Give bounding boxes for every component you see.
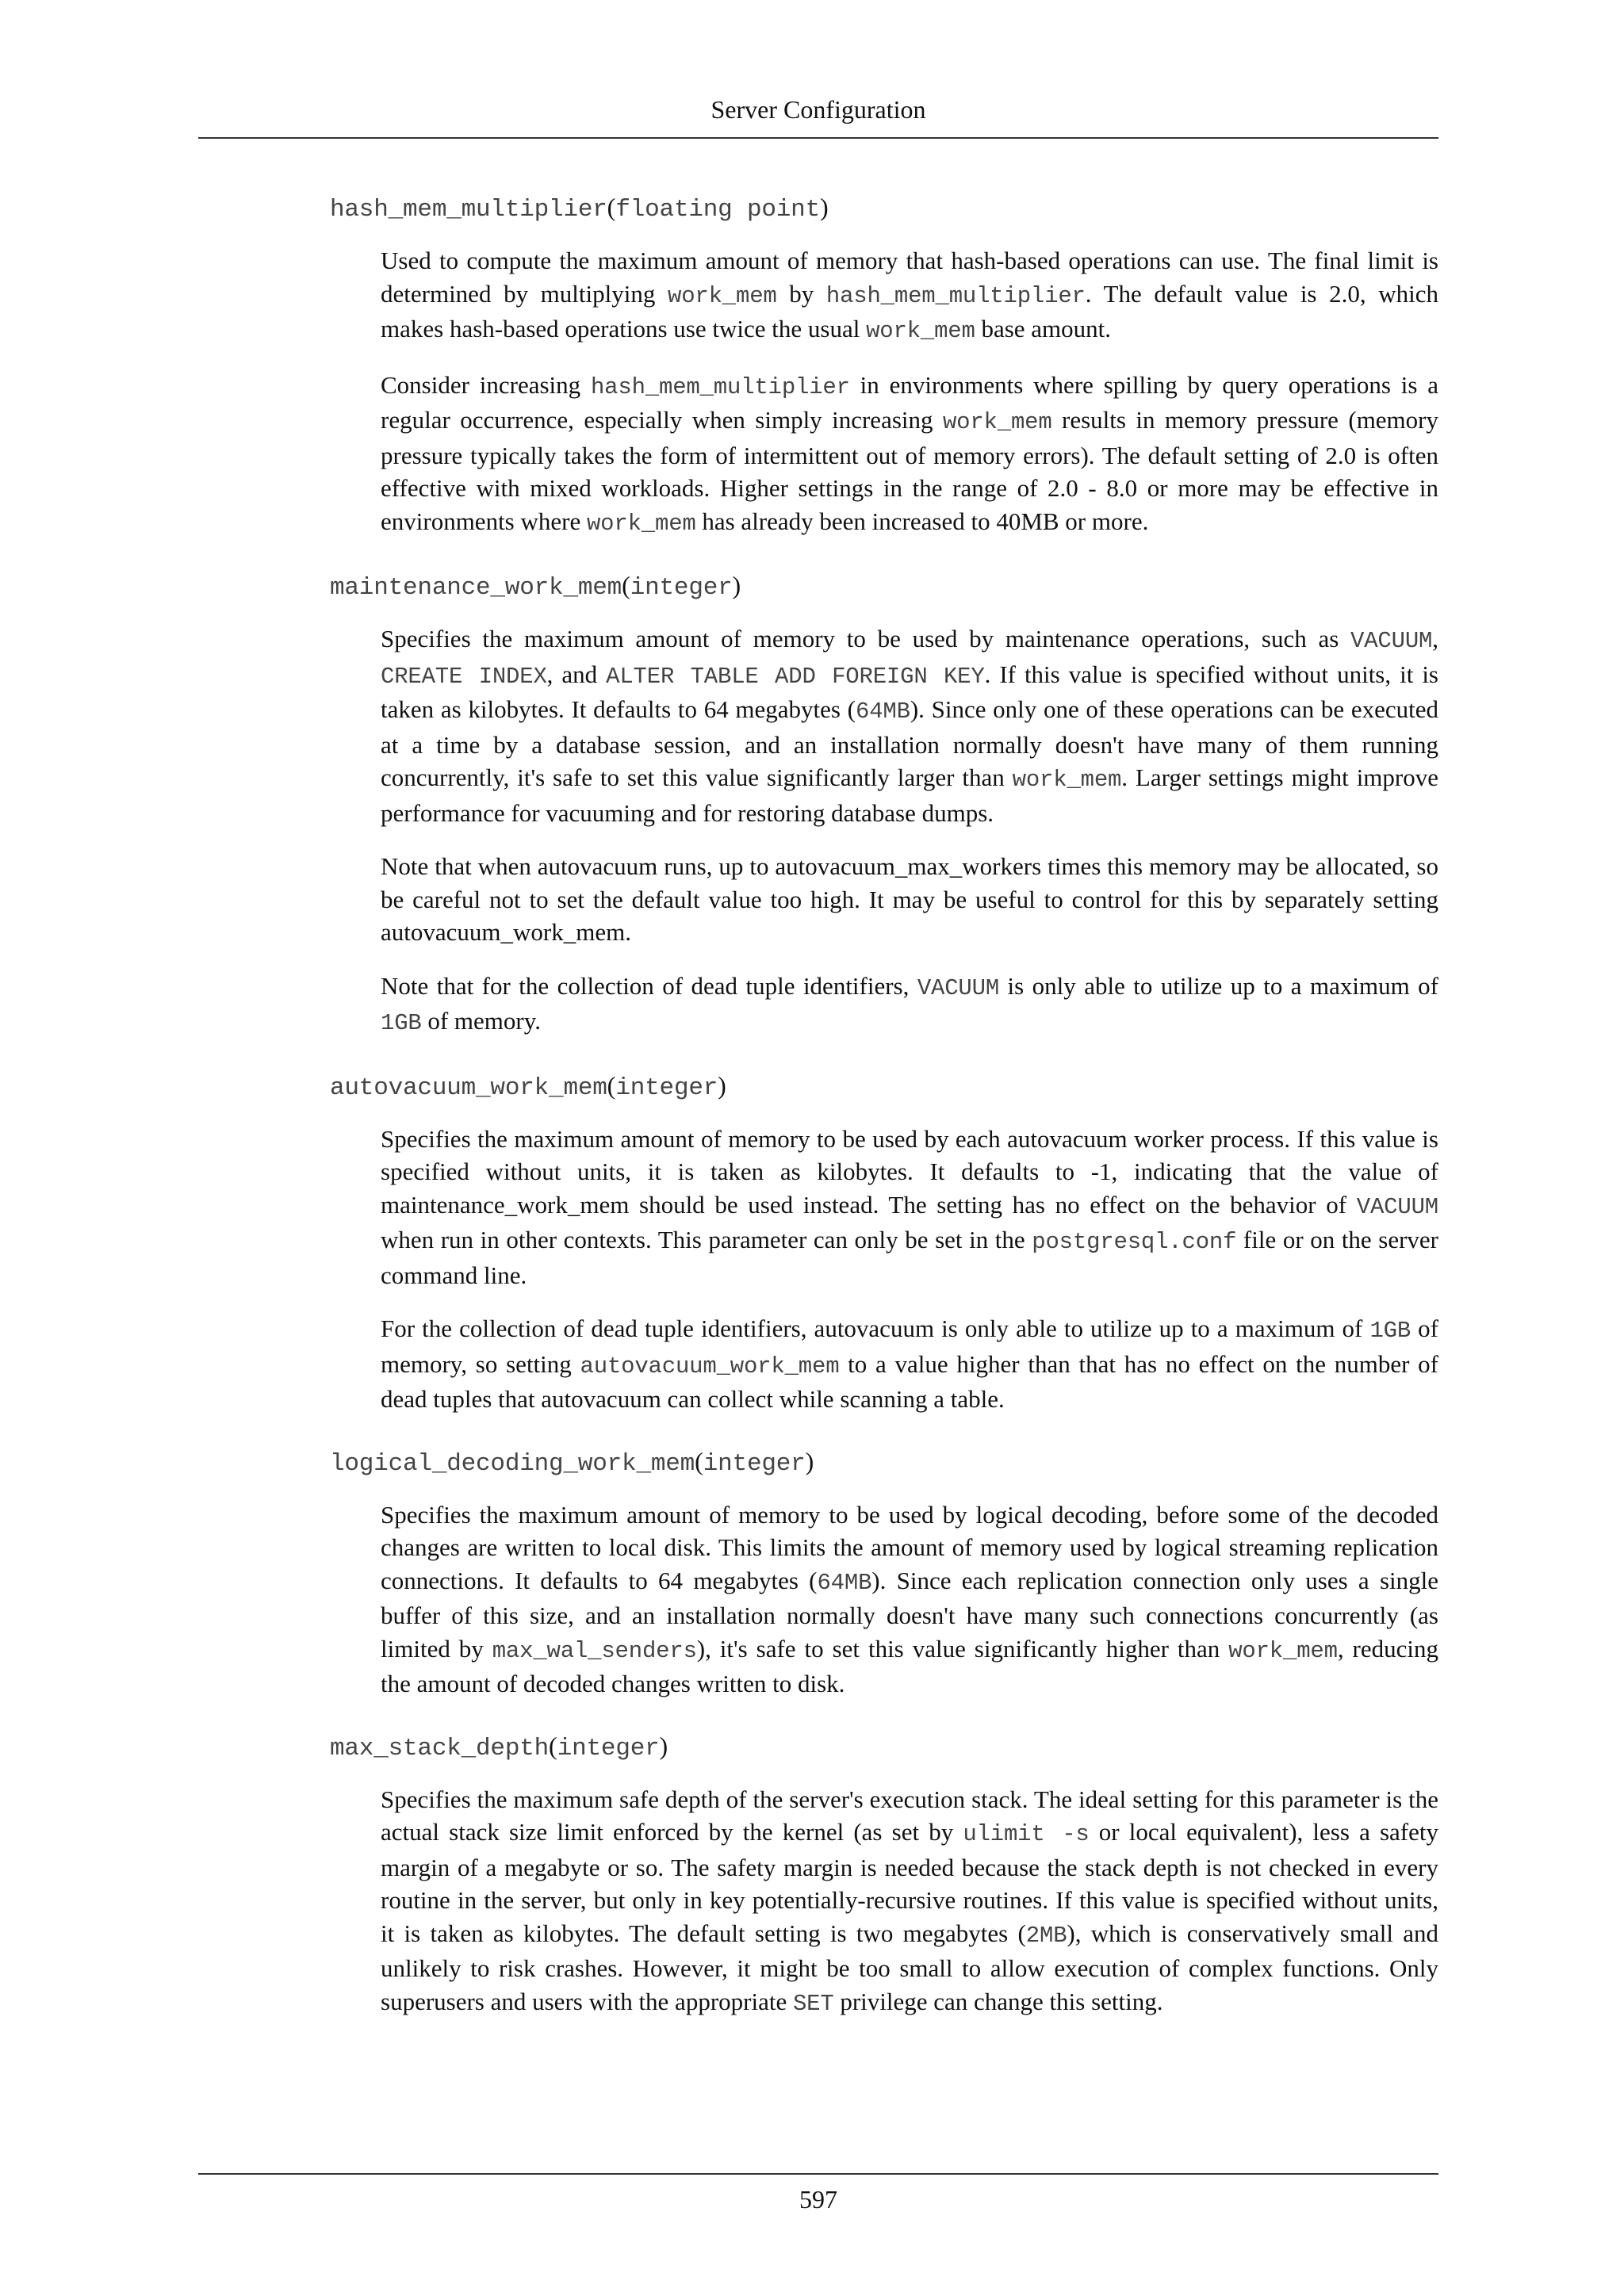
- text-run: Note that for the collection of dead tuple identifiers,: [381, 971, 917, 1000]
- inline-code: VACUUM: [917, 974, 1000, 1001]
- inline-code: autovacuum_work_mem: [580, 1353, 840, 1380]
- text-run: Used to compute the maximum amount of memory that hash-based operations can use. The final limit is determined by multiplying: [381, 247, 1438, 308]
- text-run: ), it's safe to set this value significantly higher than: [696, 1634, 1229, 1663]
- text-run: For the collection of dead tuple identifiers, autovacuum is only able to utilize up to a maximum of: [381, 1314, 1370, 1342]
- inline-code: work_mem: [586, 510, 696, 537]
- text-run: , and: [546, 660, 607, 688]
- text-run: of memory, so setting: [381, 1314, 1438, 1378]
- text-run: privilege can change this setting.: [833, 1987, 1163, 2015]
- param-term: maintenance_work_mem(integer): [330, 571, 741, 602]
- text-run: ). Since only one of these operations can be executed at a time by a database session, and an installation normally doesn't have many of them running concurrently, it's safe to set this value significantly larger than: [381, 695, 1438, 791]
- paragraph: [381, 1123, 1438, 1292]
- footer-divider: [198, 2173, 1438, 2175]
- param-type: integer: [615, 1073, 718, 1102]
- text-run: by: [776, 279, 826, 308]
- text-run: or local equivalent), less a safety margin of a megabyte or so. The safety margin is needed because the stack depth is not checked in every routine in the server, but only in key potentially-recursive routines. If this value is specified without units, it is taken as kilobytes. The default setting is two megabytes (: [381, 1818, 1438, 1947]
- inline-code: postgresql.conf: [1032, 1229, 1237, 1255]
- param-description: [381, 1498, 1438, 1701]
- inline-code: VACUUM: [1350, 628, 1433, 654]
- param-name: logical_decoding_work_mem: [330, 1449, 695, 1478]
- text-run: is only able to utilize up to a maximum of: [999, 971, 1438, 1000]
- param-description: [381, 244, 1438, 540]
- param-description: [381, 622, 1438, 1040]
- page-header-title: Server Configuration: [710, 95, 926, 124]
- param-name: max_stack_depth: [330, 1734, 550, 1762]
- paragraph: [381, 970, 1438, 1040]
- inline-code: 1GB: [381, 1010, 422, 1036]
- text-run: . Larger settings might improve performance for vacuuming and for restoring database dumps.: [381, 763, 1439, 827]
- paragraph: [381, 1783, 1438, 2021]
- text-run: Specifies the maximum amount of memory to be used by each autovacuum worker process. If this value is specified without units, it is taken as kilobytes. It defaults to -1, indicating that the value of maintenance_work_mem should be used instead. The setting has no effect on the behavior of: [381, 1124, 1438, 1219]
- text-run: base amount.: [975, 315, 1112, 342]
- inline-code: hash_mem_multiplier: [590, 373, 850, 400]
- param-type: integer: [557, 1734, 660, 1762]
- inline-code: work_mem: [1228, 1637, 1338, 1664]
- inline-code: SET: [792, 1990, 834, 2017]
- text-run: when run in other contexts. This parameter can only be set in the: [381, 1226, 1032, 1253]
- text-run: . If this value is specified without units, it is taken as kilobytes. It defaults to 64 megabytes (: [381, 660, 1438, 723]
- param-name: maintenance_work_mem: [330, 574, 622, 602]
- param-term: hash_mem_multiplier(floating point): [330, 193, 829, 224]
- paragraph: [381, 850, 1438, 949]
- text-run: of memory.: [421, 1007, 541, 1035]
- param-description: [381, 1783, 1438, 2021]
- text-run: results in memory pressure (memory pressure typically takes the form of intermittent out of memory errors). The default setting of 2.0 is often effective with mixed workloads. Higher settings in the range of 2.0 - 8.0 or more may be effective in environments where: [381, 406, 1438, 535]
- text-run: Specifies the maximum amount of memory to be used by maintenance operations, such as: [381, 625, 1351, 652]
- text-run: , reducing the amount of decoded changes written to disk.: [381, 1634, 1438, 1697]
- param-name: autovacuum_work_mem: [330, 1073, 607, 1102]
- text-run: Specifies the maximum amount of memory to be used by logical decoding, before some of the decoded changes are written to local disk. This limits the amount of memory used by logical streaming replication connections. It defaults to 64 megabytes (: [381, 1500, 1438, 1594]
- paragraph: [381, 1498, 1438, 1701]
- paragraph: [381, 622, 1438, 829]
- param-name: hash_mem_multiplier: [330, 196, 607, 224]
- inline-code: ulimit -s: [963, 1821, 1090, 1847]
- inline-code: ALTER TABLE ADD FOREIGN KEY: [606, 663, 985, 690]
- inline-code: 64MB: [856, 698, 910, 725]
- document-body: [330, 190, 1438, 2049]
- inline-code: work_mem: [1012, 767, 1122, 793]
- text-run: in environments where spilling by query operations is a regular occurrence, especially when simply increasing: [381, 370, 1438, 434]
- page-number: 597: [799, 2185, 837, 2214]
- param-term: max_stack_depth(integer): [330, 1731, 668, 1762]
- text-run: Specifies the maximum safe depth of the server's execution stack. The ideal setting for this parameter is the actual stack size limit enforced by the kernel (as set by: [381, 1785, 1438, 1846]
- paragraph: [381, 244, 1438, 348]
- inline-code: VACUUM: [1356, 1193, 1438, 1220]
- inline-code: CREATE INDEX: [381, 663, 547, 690]
- inline-code: work_mem: [866, 318, 975, 344]
- param-type: integer: [703, 1449, 806, 1478]
- inline-code: 1GB: [1369, 1318, 1411, 1344]
- inline-code: max_wal_senders: [492, 1637, 697, 1664]
- param-type: integer: [630, 574, 733, 602]
- text-run: Consider increasing: [381, 370, 591, 399]
- param-term: logical_decoding_work_mem(integer): [330, 1446, 814, 1478]
- param-description: [381, 1123, 1438, 1416]
- text-run: . The default value is 2.0, which makes hash-based operations use twice the usual: [381, 279, 1438, 342]
- text-run: to a value higher than that has no effect on the number of dead tuples that autovacuum can collect while scanning a table.: [381, 1349, 1438, 1413]
- text-run: has already been increased to 40MB or more.: [695, 507, 1149, 535]
- text-run: ), which is conservatively small and unlikely to risk crashes. However, it might be too small to allow execution of complex functions. Only superusers and users with the appropriate: [381, 1919, 1439, 2015]
- inline-code: 64MB: [817, 1569, 872, 1596]
- inline-code: work_mem: [942, 409, 1052, 435]
- header-divider: [198, 137, 1438, 139]
- text-run: file or on the server command line.: [381, 1226, 1439, 1289]
- paragraph: [381, 369, 1438, 541]
- text-run: ,: [1432, 625, 1438, 652]
- inline-code: 2MB: [1025, 1922, 1067, 1949]
- text-run: ). Since each replication connection only uses a single buffer of this size, and an installation normally doesn't have many such connections concurrently (as limited by: [381, 1566, 1438, 1663]
- param-type: floating point: [615, 196, 820, 224]
- inline-code: hash_mem_multiplier: [825, 282, 1086, 309]
- param-term: autovacuum_work_mem(integer): [330, 1070, 726, 1102]
- paragraph: [381, 1312, 1438, 1416]
- text-run: Note that when autovacuum runs, up to autovacuum_max_workers times this memory may be allocated, so be careful not to set the default value too high. It may be useful to control for this by separately setting autovacuum_work_mem.: [381, 852, 1438, 946]
- inline-code: work_mem: [668, 282, 777, 309]
